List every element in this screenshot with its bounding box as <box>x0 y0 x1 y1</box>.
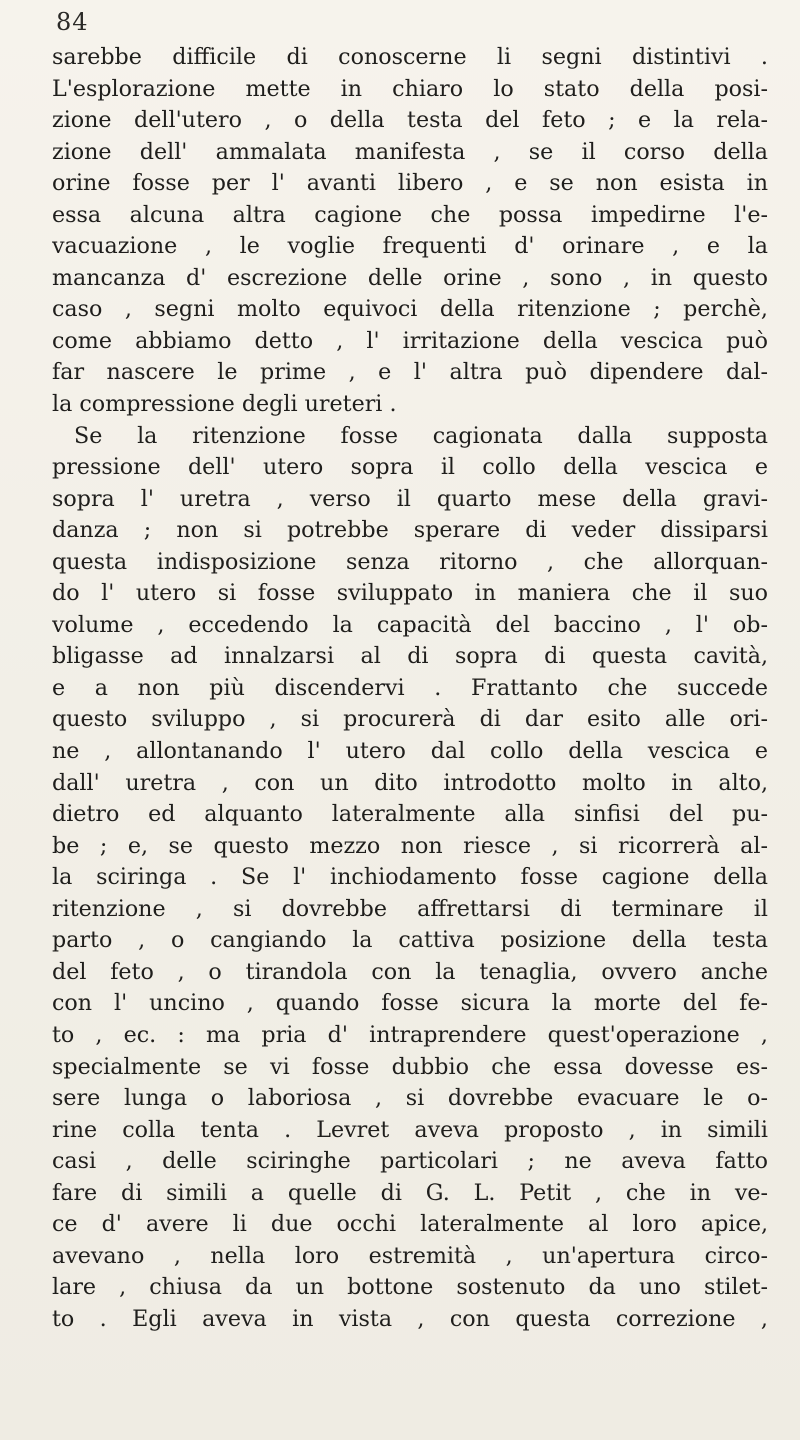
text-line: do l' utero si fosse sviluppato in maniera che il suo <box>52 580 768 607</box>
text-line: parto , o cangiando la cattiva posizione della testa <box>52 927 768 954</box>
text-line: ce d' avere li due occhi lateralmente al loro apice, <box>52 1211 768 1238</box>
text-line: danza ; non si potrebbe sperare di veder dissiparsi <box>52 517 768 544</box>
text-line: sarebbe difficile di conoscerne li segni distintivi . <box>52 44 768 70</box>
text-line: casi , delle sciringhe particolari ; ne aveva fatto <box>52 1148 768 1175</box>
text-line: pressione dell' utero sopra il collo della vescica e <box>52 454 768 481</box>
text-line: far nascere le prime , e l' altra può dipendere dal- <box>52 359 768 386</box>
text-line: zione dell'utero , o della testa del feto ; e la rela- <box>52 107 768 134</box>
text-line: zione dell' ammalata manifesta , se il corso della <box>52 138 768 165</box>
text-line: sere lunga o laboriosa , si dovrebbe evacuare le o- <box>52 1085 768 1112</box>
text-line: vacuazione , le voglie frequenti d' orinare , e la <box>52 233 768 260</box>
text-line: essa alcuna altra cagione che possa impedirne l'e- <box>52 201 768 228</box>
text-line: la compressione degli ureteri . <box>52 391 397 418</box>
page-number: 84 <box>56 8 89 36</box>
text-line: Se la ritenzione fosse cagionata dalla supposta <box>74 422 768 449</box>
text-line: volume , eccedendo la capacità del baccino , l' ob- <box>52 611 768 638</box>
text-line: be ; e, se questo mezzo non riesce , si ricorrerà al- <box>52 832 768 859</box>
text-line: questa indisposizione senza ritorno , che allorquan- <box>52 548 768 575</box>
text-line: e a non più discendervi . Frattanto che succede <box>52 674 768 701</box>
text-line: ne , allontanando l' utero dal collo della vescica e <box>52 738 768 765</box>
text-line: lare , chiusa da un bottone sostenuto da uno stilet- <box>52 1274 768 1301</box>
text-line: ritenzione , si dovrebbe affrettarsi di terminare il <box>52 895 768 922</box>
text-line: mancanza d' escrezione delle orine , sono , in questo <box>52 264 768 291</box>
text-line: dall' uretra , con un dito introdotto molto in alto, <box>52 769 768 796</box>
text-line: con l' uncino , quando fosse sicura la morte del fe- <box>52 990 768 1017</box>
text-line: caso , segni molto equivoci della ritenzione ; perchè, <box>52 296 768 323</box>
body-text <box>52 42 768 1335</box>
text-line: orine fosse per l' avanti libero , e se non esista in <box>52 170 768 197</box>
text-line: fare di simili a quelle di G. L. Petit , che in ve- <box>52 1179 768 1206</box>
text-line: avevano , nella loro estremità , un'apertura circo- <box>52 1242 768 1269</box>
text-line: del feto , o tirandola con la tenaglia, ovvero anche <box>52 958 768 985</box>
text-line: questo sviluppo , si procurerà di dar esito alle ori- <box>52 706 768 733</box>
text-line: bligasse ad innalzarsi al di sopra di questa cavità, <box>52 643 768 670</box>
text-line: sopra l' uretra , verso il quarto mese della gravi- <box>52 485 768 512</box>
text-line: dietro ed alquanto lateralmente alla sinfisi del pu- <box>52 801 768 828</box>
text-line: L'esplorazione mette in chiaro lo stato della posi- <box>52 75 768 102</box>
text-line: come abbiamo detto , l' irritazione della vescica può <box>52 327 768 354</box>
text-line: rine colla tenta . Levret aveva proposto , in simili <box>52 1116 768 1143</box>
text-line: to . Egli aveva in vista , con questa correzione , <box>52 1305 768 1332</box>
text-line: specialmente se vi fosse dubbio che essa dovesse es- <box>52 1053 768 1080</box>
text-line: to , ec. : ma pria d' intraprendere quest'operazione , <box>52 1021 768 1048</box>
text-line: la sciringa . Se l' inchiodamento fosse cagione della <box>52 864 768 891</box>
